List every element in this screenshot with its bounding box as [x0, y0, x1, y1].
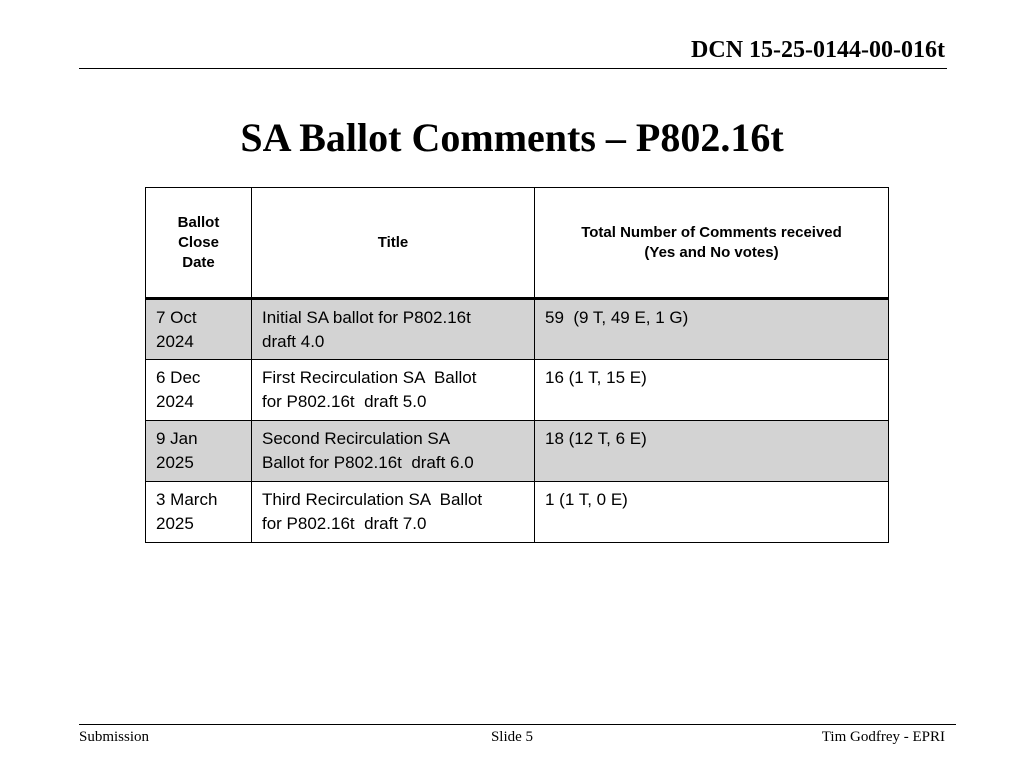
cell-comments: 18 (12 T, 6 E): [535, 421, 889, 482]
header-total-comments: Total Number of Comments received (Yes and No votes): [535, 188, 889, 299]
header-title: Title: [252, 188, 535, 299]
table-row: [146, 360, 889, 421]
footer-author: Tim Godfrey - EPRI: [821, 729, 945, 745]
cell-date: 6 Dec 2024: [146, 360, 252, 421]
cell-comments: 59 (9 T, 49 E, 1 G): [535, 299, 889, 360]
cell-title: Third Recirculation SA Ballot for P802.16t draft 7.0: [252, 482, 535, 543]
ballot-comments-table: [145, 187, 889, 543]
table-header-row: [146, 188, 889, 299]
cell-comments: 1 (1 T, 0 E): [535, 482, 889, 543]
footer-submission: Submission: [79, 729, 150, 745]
table-row: [146, 421, 889, 482]
footer-slide-number: Slide 5: [490, 729, 534, 745]
document-number: DCN 15-25-0144-00-016t: [691, 37, 945, 63]
cell-comments: 16 (1 T, 15 E): [535, 360, 889, 421]
table-row: [146, 299, 889, 360]
header-divider: [79, 68, 947, 69]
table-row: [146, 482, 889, 543]
header-ballot-close-date: Ballot Close Date: [146, 188, 252, 299]
cell-date: 3 March 2025: [146, 482, 252, 543]
cell-title: Initial SA ballot for P802.16t draft 4.0: [252, 299, 535, 360]
cell-title: Second Recirculation SA Ballot for P802.16t draft 6.0: [252, 421, 535, 482]
slide-title: SA Ballot Comments – P802.16t: [240, 115, 784, 160]
footer-divider: [79, 724, 956, 725]
cell-title: First Recirculation SA Ballot for P802.16t draft 5.0: [252, 360, 535, 421]
cell-date: 9 Jan 2025: [146, 421, 252, 482]
cell-date: 7 Oct 2024: [146, 299, 252, 360]
